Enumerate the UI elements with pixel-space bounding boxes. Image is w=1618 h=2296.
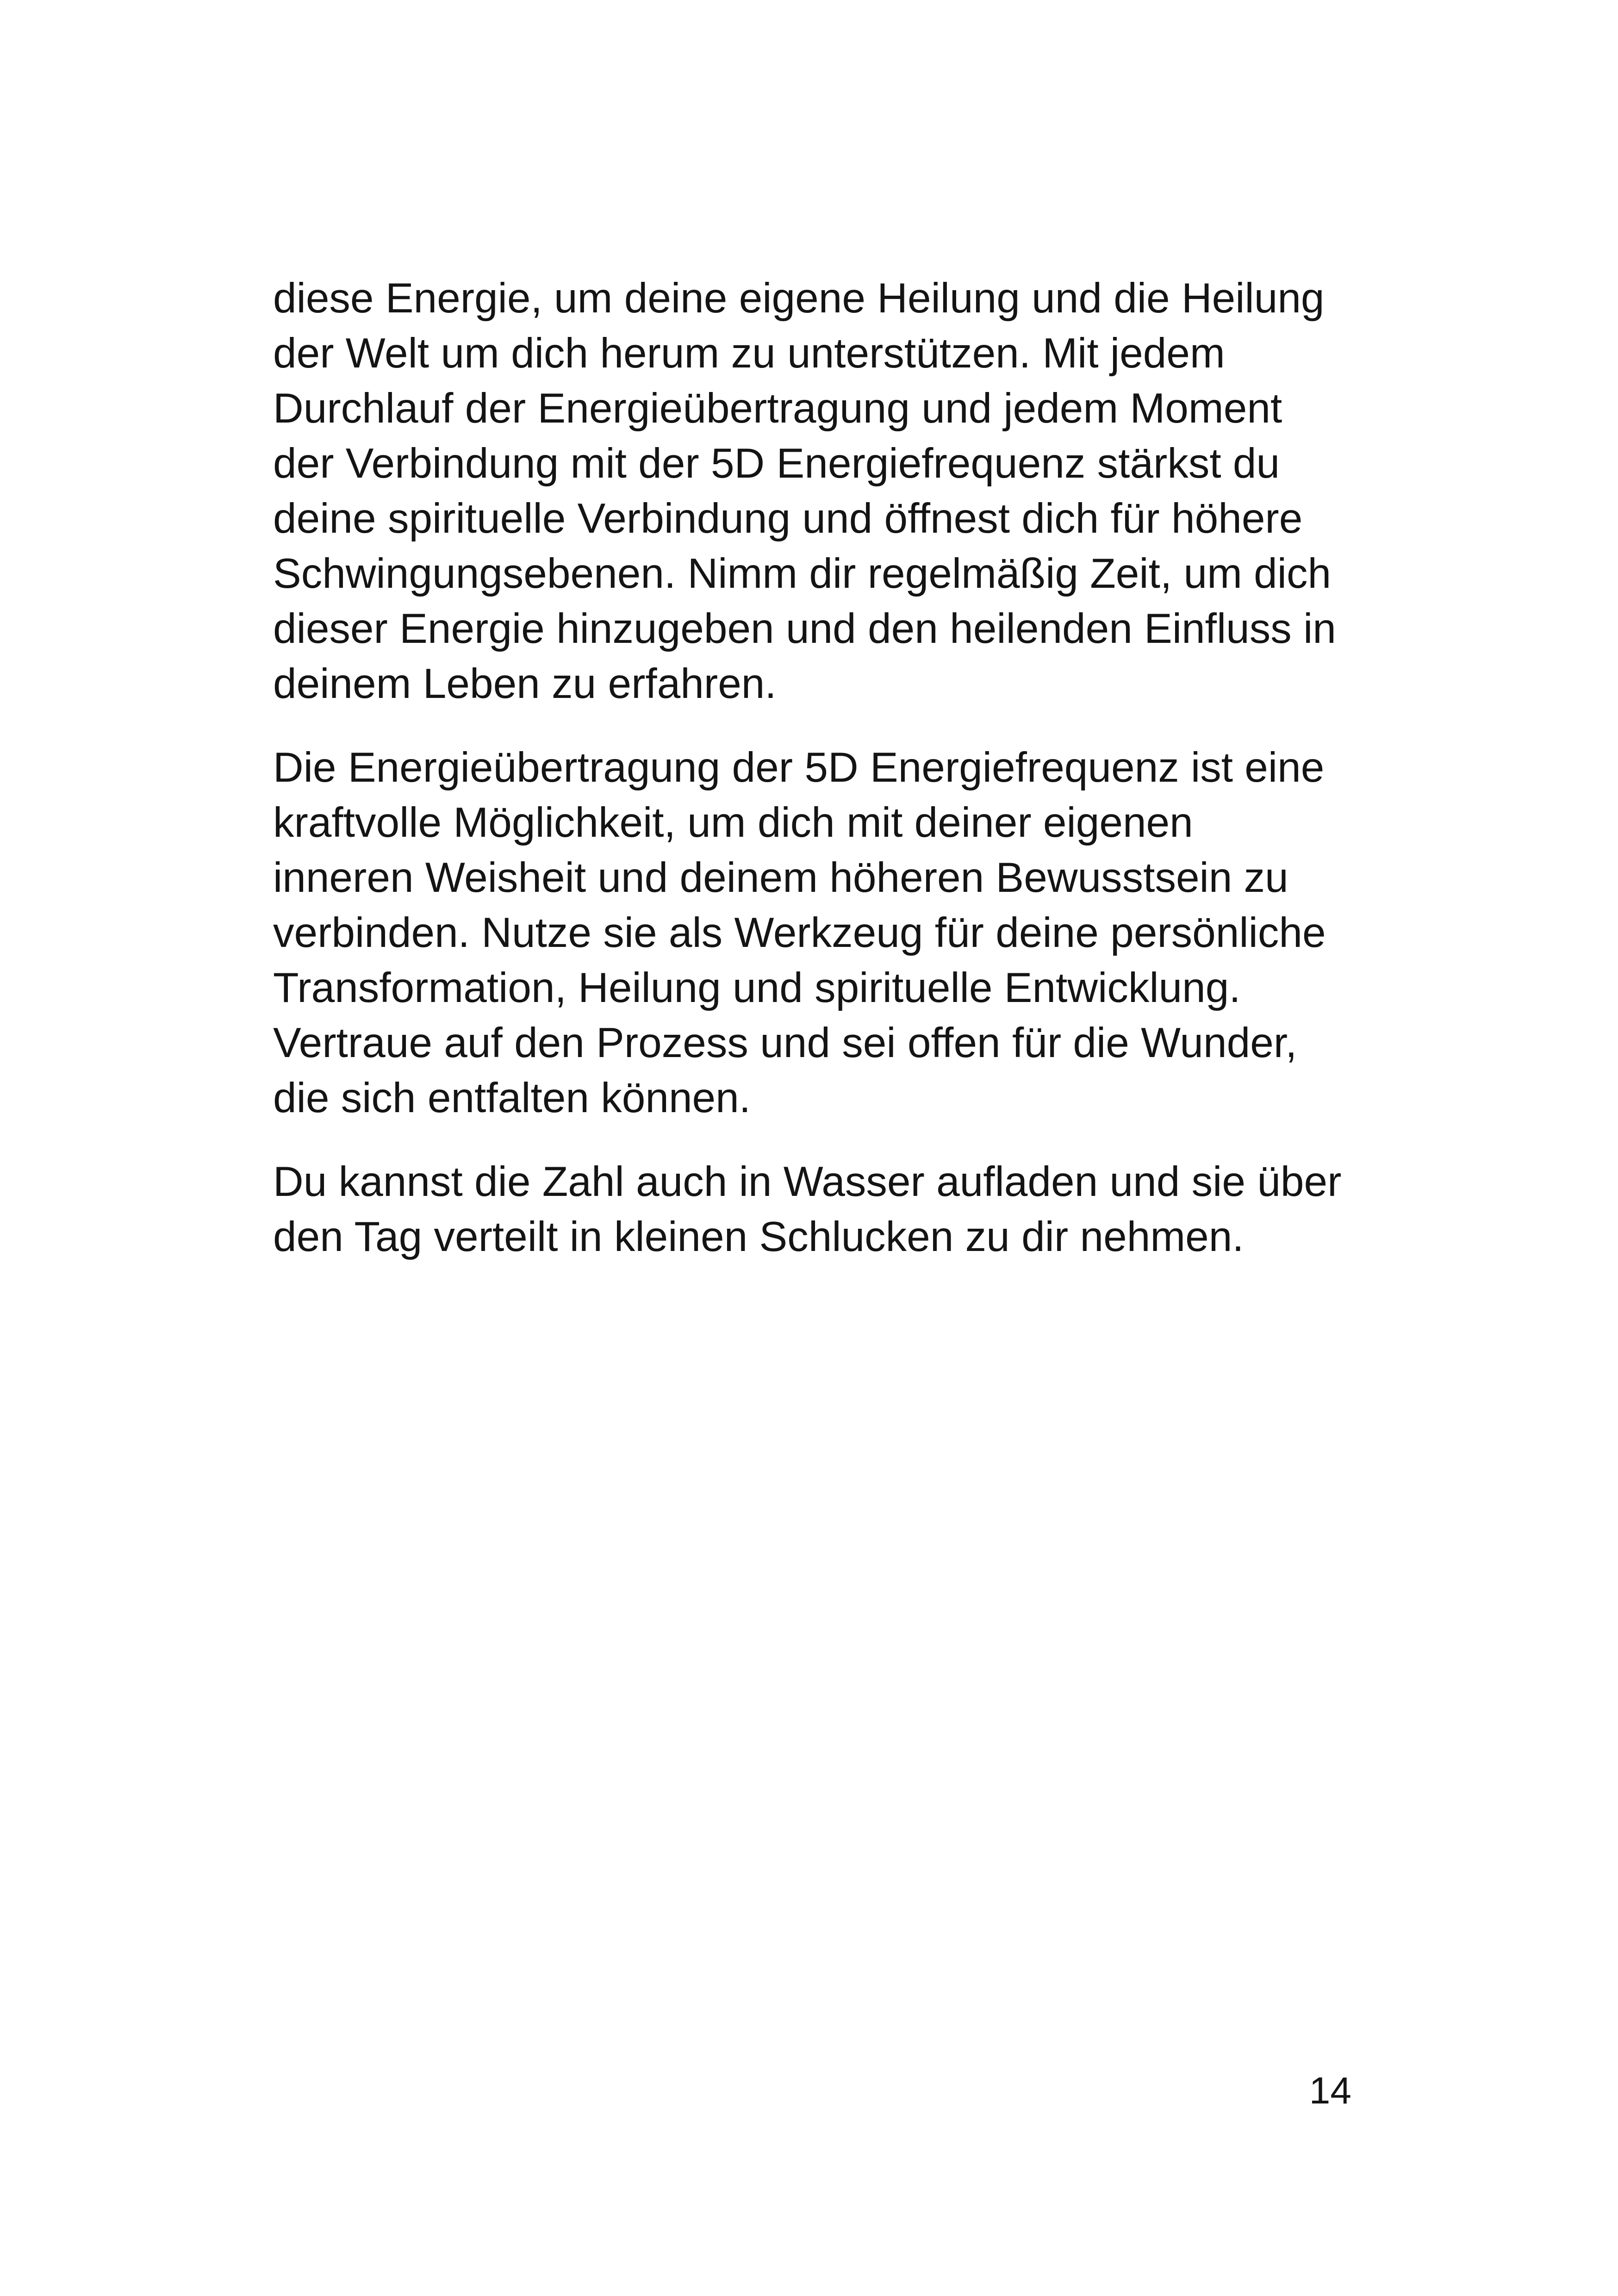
- paragraph-3: [273, 1154, 1365, 1264]
- text-line: die sich entfalten können.: [273, 1075, 751, 1121]
- text-line: deine spirituelle Verbindung und öffnest dich für höhere: [273, 495, 1303, 542]
- text-line: Du kannst die Zahl auch in Wasser aufladen und sie über: [273, 1158, 1342, 1205]
- text-line: verbinden. Nutze sie als Werkzeug für deine persönliche: [273, 909, 1326, 956]
- paragraph-2: [273, 740, 1365, 1126]
- text-line: den Tag verteilt in kleinen Schlucken zu dir nehmen.: [273, 1213, 1244, 1260]
- body-text: [273, 271, 1365, 1264]
- text-line: Schwingungsebenen. Nimm dir regelmäßig Zeit, um dich: [273, 550, 1332, 597]
- page-number: 14: [1309, 2070, 1351, 2112]
- text-line: inneren Weisheit und deinem höheren Bewusstsein zu: [273, 854, 1288, 901]
- text-line: diese Energie, um deine eigene Heilung und die Heilung: [273, 275, 1325, 322]
- text-line: kraftvolle Möglichkeit, um dich mit deiner eigenen: [273, 799, 1193, 846]
- text-line: Durchlauf der Energieübertragung und jedem Moment: [273, 385, 1282, 432]
- paragraph-1: [273, 271, 1365, 711]
- text-line: deinem Leben zu erfahren.: [273, 660, 777, 707]
- text-line: Die Energieübertragung der 5D Energiefrequenz ist eine: [273, 744, 1325, 791]
- text-line: Transformation, Heilung und spirituelle Entwicklung.: [273, 964, 1241, 1011]
- text-line: der Welt um dich herum zu unterstützen. Mit jedem: [273, 330, 1225, 377]
- text-line: der Verbindung mit der 5D Energiefrequenz stärkst du: [273, 440, 1280, 487]
- text-line: Vertraue auf den Prozess und sei offen für die Wunder,: [273, 1020, 1297, 1066]
- text-line: dieser Energie hinzugeben und den heilenden Einfluss in: [273, 605, 1336, 652]
